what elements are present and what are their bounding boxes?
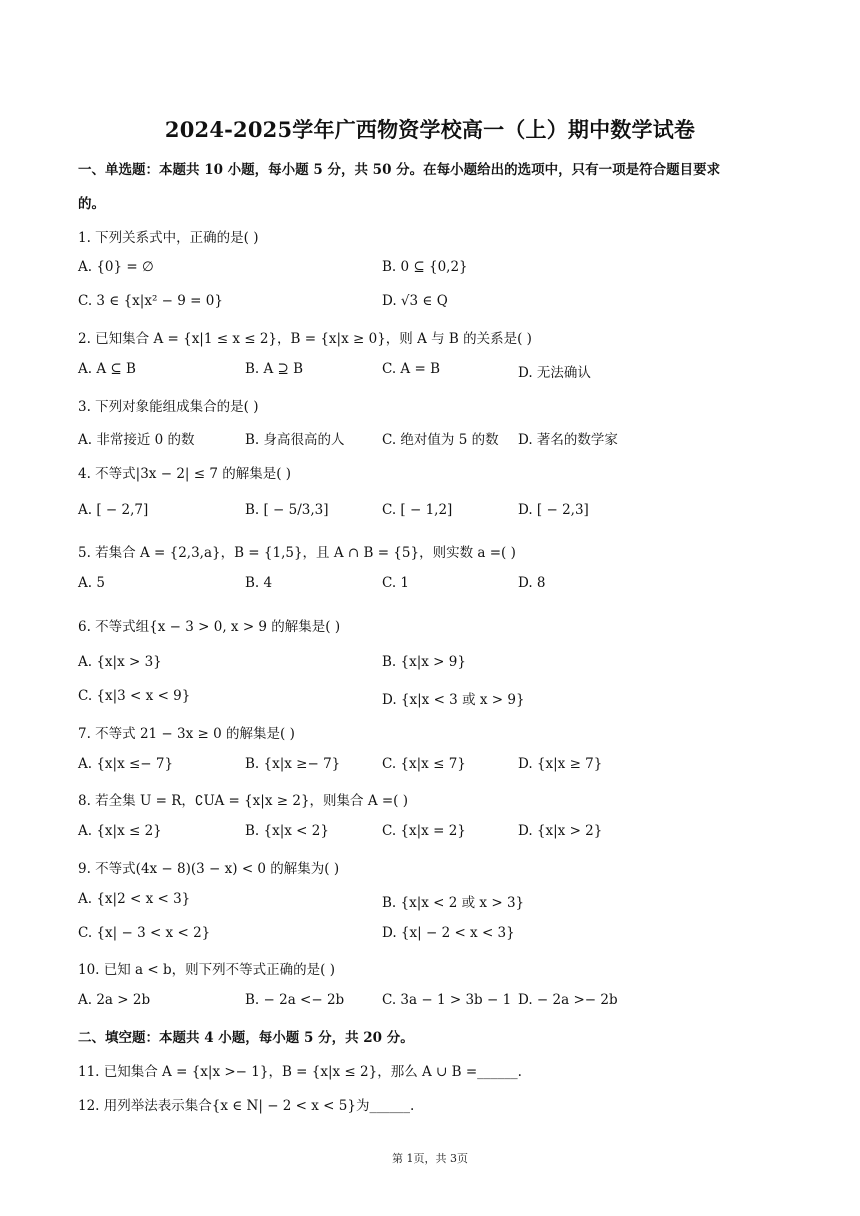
option-b: B. A ⊇ B	[245, 361, 304, 377]
option-b: B. [ − 5/3,3]	[245, 502, 329, 518]
option-a: A. {x|x > 3}	[78, 654, 162, 670]
option-a: A. 5	[78, 575, 105, 591]
option-b: B. {x|x < 2}	[245, 823, 329, 839]
question-stem: 8. 若全集 U = R，∁UA = {x|x ≥ 2}，则集合 A =( )	[78, 793, 408, 809]
option-c: C. 3a − 1 > 3b − 1	[382, 992, 512, 1008]
option-c: C. {x| − 3 < x < 2}	[78, 925, 211, 941]
question-stem: 7. 不等式 21 − 3x ≥ 0 的解集是( )	[78, 726, 295, 742]
option-d: D. 无法确认	[518, 365, 591, 381]
question-stem: 9. 不等式(4x − 8)(3 − x) < 0 的解集为( )	[78, 861, 340, 877]
option-d: D. {x|x > 2}	[518, 823, 603, 839]
option-a: A. A ⊆ B	[78, 361, 136, 377]
section2-heading: 二、填空题：本题共 4 小题，每小题 5 分，共 20 分。	[78, 1030, 414, 1046]
option-a: A. [ − 2,7]	[78, 502, 149, 518]
question-stem: 10. 已知 a < b，则下列不等式正确的是( )	[78, 962, 335, 978]
question-stem: 1. 下列关系式中，正确的是( )	[78, 230, 259, 246]
option-a: A. 2a > 2b	[78, 992, 151, 1008]
section1-heading-cont: 的。	[78, 196, 105, 212]
question-stem: 11. 已知集合 A = {x|x >− 1}，B = {x|x ≤ 2}，那么 A ∪ B =______.	[78, 1064, 522, 1080]
option-b: B. {x|x ≥− 7}	[245, 756, 341, 772]
question-stem: 6. 不等式组{x − 3 > 0, x > 9 的解集是( )	[78, 619, 341, 635]
option-d: D. 著名的数学家	[518, 432, 618, 448]
option-d: D. − 2a >− 2b	[518, 992, 618, 1008]
question-stem: 3. 下列对象能组成集合的是( )	[78, 399, 259, 415]
option-a: A. {x|x ≤− 7}	[78, 756, 174, 772]
option-b: B. 4	[245, 575, 273, 591]
option-c: C. A = B	[382, 361, 440, 377]
section1-heading: 一、单选题：本题共 10 小题，每小题 5 分，共 50 分。在每小题给出的选项中，只有一项是符合题目要求	[78, 162, 721, 178]
option-c: C. {x|x ≤ 7}	[382, 756, 466, 772]
option-d: D. [ − 2,3]	[518, 502, 589, 518]
option-c: C. 1	[382, 575, 410, 591]
option-d: D. {x|x < 3 或 x > 9}	[382, 692, 525, 708]
option-b: B. 身高很高的人	[245, 432, 345, 448]
question-stem: 4. 不等式|3x − 2| ≤ 7 的解集是( )	[78, 466, 292, 482]
question-stem: 2. 已知集合 A = {x|1 ≤ x ≤ 2}，B = {x|x ≥ 0}，则 A 与 B 的关系是( )	[78, 331, 532, 347]
option-c: C. {x|3 < x < 9}	[78, 688, 191, 704]
option-d: D. 8	[518, 575, 546, 591]
page-footer: 第 1页，共 3页	[392, 1152, 468, 1165]
option-d: D. {x| − 2 < x < 3}	[382, 925, 515, 941]
option-c: C. 3 ∈ {x|x² − 9 = 0}	[78, 293, 223, 309]
option-a: A. 非常接近 0 的数	[78, 432, 195, 448]
option-b: B. 0 ⊆ {0,2}	[382, 259, 468, 275]
option-a: A. {x|x ≤ 2}	[78, 823, 162, 839]
question-stem: 5. 若集合 A = {2,3,a}，B = {1,5}，且 A ∩ B = {5}，则实数 a =( )	[78, 545, 516, 561]
page-title: 2024-2025学年广西物资学校高一（上）期中数学试卷	[164, 117, 696, 142]
question-stem: 12. 用列举法表示集合{x ∈ N| − 2 < x < 5}为______.	[78, 1098, 415, 1114]
option-b: B. − 2a <− 2b	[245, 992, 345, 1008]
option-b: B. {x|x > 9}	[382, 654, 466, 670]
option-d: D. √3 ∈ Q	[382, 293, 448, 309]
option-c: C. [ − 1,2]	[382, 502, 453, 518]
option-a: A. {x|2 < x < 3}	[78, 891, 191, 907]
option-b: B. {x|x < 2 或 x > 3}	[382, 895, 525, 911]
option-a: A. {0} = ∅	[78, 259, 154, 275]
option-c: C. {x|x = 2}	[382, 823, 466, 839]
option-c: C. 绝对值为 5 的数	[382, 432, 499, 448]
option-d: D. {x|x ≥ 7}	[518, 756, 603, 772]
